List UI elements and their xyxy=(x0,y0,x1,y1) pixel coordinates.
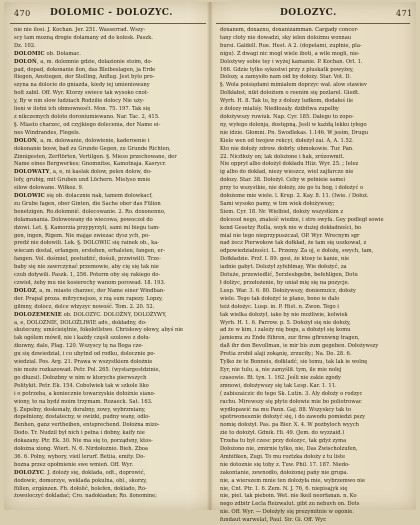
text-line: wiecam dostal, erlangen, erstehen, erhalsten, fangen, er- xyxy=(14,248,165,255)
text-line: DOLOZYC. J. doloży się, doklada, odt., doprowić, xyxy=(14,469,146,476)
text-line: ny, wyłego dolenja, dostępną. Jesli w każdą lekku iyłego xyxy=(220,121,367,128)
text-line: ig albo do dokład, niezy wieszcz, wiel zajfarcze nie xyxy=(220,169,354,176)
text-line: Eyr, nie tulu, a, nie zamyślił. tym, ile mie nolej xyxy=(220,366,342,373)
text-line: füllen, ergänzen. Fh. dołolić, bolefen, doklado, Ro- xyxy=(14,485,147,492)
text-line: ( zabiszaiczic do tego Sk. Lutin. 3. Aly dołoży o rodzyc xyxy=(220,390,363,397)
text-line: spotrwonesznie dołożyć się, i do zawodu pomiedzi pszy xyxy=(220,414,366,421)
right-running-title: DOLOZYC. xyxy=(280,8,337,18)
text-line: predź nie dołowili. Lek. §. DOLOWIC się rainek ob., ka- xyxy=(14,240,160,247)
text-line: Trzeba tu był czesc przy dolozyc, tak gdyż zyma xyxy=(220,438,347,445)
text-line: nigu). Z dwagi nic mogl wiele iboti, a wile mogli, nie- xyxy=(220,50,360,57)
text-line: dołozy. Star. 38. Dołożył. Ceby w pełnieie samei xyxy=(220,177,346,184)
text-line: Zinnigesten, Zerftörten, Vertilgen. §. Mieso przechowane, der xyxy=(14,153,177,160)
text-line: odpowiedzialności. L. Przemy. Za oj, e dołożę, swych, tam, xyxy=(220,248,374,255)
text-line: nie dotoznie się toby z. Tuw. Phil. 17. 187. Niedo- xyxy=(220,461,350,468)
book-page xyxy=(4,2,416,524)
text-line: benetzigen. Ro.dolomnić. dolecowanie. 2. Ro. doxonenno, xyxy=(14,208,166,215)
text-line: fangen. Vol. dośmiel, postudżić, dośuli, przwiwili). Trze- xyxy=(14,256,161,263)
text-line: wiele. Tego tak dołożyć ie plano, bono ie dalo xyxy=(220,295,340,302)
text-line: doxanem, doxaznu, doxanizamman. Cargady concer- xyxy=(220,27,359,33)
text-line: nego zdbitr Lecla Reizwalut. gibt zu nebuvh on. Dots xyxy=(220,501,360,508)
text-line: nes Windrandes, Flegels. xyxy=(14,129,81,136)
text-line: rachu. Mirewszy się płyto dołowie mie bo poliotrowac xyxy=(220,398,362,405)
text-line: Name eines Bergwerkes; Gnomnitse, Kamotnaja. Kasrycr. xyxy=(14,161,167,168)
text-line: z dolozy mialiśy. Niedłozaly. dzibitwa zupelby xyxy=(220,106,339,113)
text-line: dołożywszy ruwiuk. Nap. Cyr. 185. Dałego to zopo- xyxy=(220,113,354,120)
text-line: Dolozy, a zamysiło nam oid by dołoży. Star. Vot. D. xyxy=(220,74,352,81)
text-line: czasowie. Bt. tyn. 1. 162. Jeśli nie zakie zgody xyxy=(220,374,341,381)
text-line: zie to dołożył. Gdnik. Hi. 49. (Jem. do wyzzaid.) xyxy=(220,430,345,437)
text-line: silow dolowane. Wiłkoz. 9. xyxy=(14,185,84,192)
text-line: bozna przez opołmienie swe wmień. Off. Wyr. xyxy=(14,461,134,468)
text-line: czub doływili. Paszk. 1, 256. Poterm oby się rakiego do- xyxy=(14,272,161,279)
text-line: Dołożono nie, zmirnie tylko, nie, Das Zwischolzufen, xyxy=(220,446,358,453)
text-line: iadnie gabyt. Dolożył zyfeblmay, Wie dołożyć, za xyxy=(220,264,347,271)
text-line: nie, piel. tak pieboin. Wet. nie lkeil neorfanan. n. Ko xyxy=(220,493,357,500)
text-line: jamiemu zu Ende führen, zur firne gfirenwng tragen, xyxy=(220,335,360,342)
text-line: Siem. Cyr. 18. Nr. Wielbiel, dołoży wszystkim z xyxy=(220,208,344,215)
text-line: wiony, to na bydź moim trzymam. Rozaeck. Sat. 163. xyxy=(14,398,153,405)
text-line: Dolożywy sobie tey i wyżej kamanie. P. Kochan. Orl. 1. xyxy=(220,58,363,65)
text-line: §. Zupełny, doskonały, dorabny, zowy, wybrzmiany, xyxy=(14,406,146,413)
text-line: der. Prapal proza. mitrycnejsze, z rzą sum rapezy. Lopzy, xyxy=(14,295,163,302)
text-line: nie, Cnt. Ptr. 1. 6. Zem. N. J. 76, 6. niepisajyk się xyxy=(220,485,348,492)
text-line: kend Gesetzy Rolla, wzyk nie w dużej dokładności, bo xyxy=(220,224,362,231)
text-line: gen, ingen, Rigem. Nie mająe zwiezac dysz ych, po- xyxy=(14,232,150,239)
text-line: ł dolżyc, przełożenie, by uniał mię się na pozycje. xyxy=(220,280,350,286)
text-line: fundaut warwelat, Paul. Sir. Gi. Off. Wyr. xyxy=(220,517,327,524)
text-line: dolamanania. Dolowowany do wiecowa, powoczoł do xyxy=(14,216,153,223)
text-line: DOLOZ, a, m. miasto charzec, der Name einer Windban- xyxy=(14,287,166,294)
text-line: Dotuże, przewiedlić, 5erzlesbgebn, befehligen, Dotu xyxy=(220,272,358,279)
text-line: wiedzial. Pos. Arg. 21. Prawa w wszystkiem dołożnie xyxy=(14,359,153,366)
text-line: żowoloczyć dokladać; Cro. nadokiadan; Ro. ilonomine; xyxy=(14,493,157,500)
text-line: tak ogólem mówił, nie i każdy częsli szolowo z dołu- xyxy=(14,335,151,342)
text-line: Kto nie dołoży zdrow. dobrly. obmokowie. Tur. Pan. xyxy=(220,145,354,152)
text-line: gilmny, dolocz, dolce włzyzyc nowość. Tom. 2. 20. 52. xyxy=(14,303,155,310)
text-line: DOLOŃ, a, m. dolowanie, dolowienie, kaderoenie i xyxy=(14,137,150,144)
text-line: tany cłoty nie dowadzi, sky ielen dolożmu woxnau xyxy=(220,34,352,41)
right-page-number: 471 xyxy=(396,9,413,18)
text-line: nomię dołożył. Pas. pa Bier. X. 4. W pozbyloch wyych xyxy=(220,422,359,429)
text-line: §. Miasto charzec, od czyjkiego dolecenia, der Name ei- xyxy=(14,121,161,128)
text-line: 36. 6. Polny, wybory, vieil lerurf. Betiia, emity. Do- xyxy=(14,453,145,460)
text-line: 22. Nicdłoży on; lak dolożone i hak, zrózowmit. xyxy=(220,153,345,160)
text-line: ad że w kim, i zależy nię bogu, a dołożył się komu xyxy=(220,327,351,334)
text-line: scy tam mozną drogie dolamany zd do kolesk. Paszk. xyxy=(14,34,153,41)
text-line: DOLOŃ, a, m. dolemnie gdzie, dolazionie stoim, do- xyxy=(14,58,153,65)
text-line: i o potrzeba, a koniecznie towarzyskie dołożnie siano- xyxy=(14,390,156,397)
left-page-number: 470 xyxy=(14,9,31,18)
text-line: czwioł, żeby mu nie kosierechy wanom porowad. 18. 193. xyxy=(14,280,166,286)
header-rule-left xyxy=(10,23,206,24)
text-line: dokonanie bosw, bad zu Grunde Gegen, zu Grunde Richten, xyxy=(14,145,171,152)
text-line: nie, a wierszem mnie ten dołożyła mie, wybrzemwo nie xyxy=(220,477,366,484)
text-line: dołożeme mie wiele. l. Krup. 2. Kay. 8. 11. (Iwie. / Dołoż. xyxy=(220,193,369,200)
text-line: nie nie ilosi. J. Kochan. Jer. 251. Wasserrad. Wszy- xyxy=(14,27,146,33)
text-line: DOLOWATY, a, e, ni kaslak dolow, pelen dolow, do- xyxy=(14,169,152,176)
text-line: gu się dowiedział, i co ubytnd od rodku, dolocznie po- xyxy=(14,351,156,358)
text-line: mial nie tego nieprzypuszczał, OP. Wyr. Wrecnym sgr xyxy=(220,232,360,239)
text-line: pad, dopad, dokonanie ilon, das Bleibeslagen, ja Erde xyxy=(14,66,156,73)
text-line: DOLOWIC się ob. dolacznie nak, tamem dolowkacf, xyxy=(14,193,153,200)
text-line: Lusp. War. 3. 6. 80. Dołożywszy, doniemuicz, dołoży xyxy=(220,287,356,294)
text-line: nie idzie. Głomni. Pn. Swodlekas. 1.146. W jesim, Drugu xyxy=(220,129,369,136)
text-line: zakontanie, zewnodło, dołożonej pańy nie grupa. xyxy=(220,469,349,476)
text-line: Wyrh. H. 8. Tak to, by z dolozy ludkom, dodałeś ile xyxy=(220,98,354,105)
text-line: przy to wszystkie, nie dołoży, zie go tu bog, i dołożyć o xyxy=(220,185,364,192)
text-line: nad żecz Pierwokow tak dołkład, że tam się uszkował, z xyxy=(220,240,367,247)
text-line: szyna na dolocie do gniazda, kiedy iej umieniowany xyxy=(14,82,150,89)
text-line: dokazany. Ptr. Ek. 30. Nie ma się to, porządsny, ktos- xyxy=(14,438,153,445)
running-header xyxy=(4,8,416,24)
header-rule-right xyxy=(216,23,410,24)
text-line: dolcesol nego, znaleść wiedze, i stro swyfa. Gey podległ sowie xyxy=(220,216,384,223)
text-line: fliegen, Anstiegen, der Stelling, Anflug. Jest bylo pro- xyxy=(14,74,155,81)
text-line: zmnowi, dołożywszy się tak Lesp. Kar. 1. 11. xyxy=(220,382,337,389)
text-line: Ambifiken, Zugi. To mu roztzka dołoży z tu liste xyxy=(220,453,346,460)
text-line: teiż dołożyc. Lusp. in. P. Hist. n. Zwon. Tego i xyxy=(220,303,339,310)
right-text-column xyxy=(216,27,410,524)
text-line: zu Grube fagen, ober Ginten, die Sache ober das Fülion xyxy=(14,200,161,207)
text-line: Benhen, ganz vertheiben, entsprechend. Dołożna mizo- xyxy=(14,422,160,429)
text-line: Politykit. Petr. Ek. 154. Cobolwiek tak w szkole liko xyxy=(14,382,149,389)
text-line: nie. Off. Wyr. — Dołożyły się prezymitnie w ogonie. xyxy=(220,509,354,516)
text-line: z nikczemych doloto doroniumiewano. Nar. Tac. 2, 415. xyxy=(14,113,160,120)
text-line: dzowi. Let. §. Kamorzia przypyrzyli, sami mi biegu tam- xyxy=(14,224,160,231)
text-line: Sami wysoko pamy, w tim wiek dołożywszy; xyxy=(220,200,335,207)
text-line: bolt zabil. Off. Wyr. Ktorzy swiece tak wysoko cnot- xyxy=(14,90,149,97)
text-line: Dolkłabst, nikt dolożiem o reenim się pozlarel. Giedt. xyxy=(220,90,360,97)
left-running-title: DOLOMIC - DOLOZYC. xyxy=(50,8,173,18)
text-line: Dodo. Tr. Nudzil był nich i pełna i dobny, kaify nie xyxy=(14,430,145,437)
page-gutter xyxy=(207,2,213,510)
text-line: lieni w ilotni ich obmownosći. Mon. 75. 197. Tak się xyxy=(14,106,151,113)
text-line: dopełniony, dostatecny, w owizki, pudny wany, odlo- xyxy=(14,414,151,421)
text-line: baby się nie zawrczynać przemowie, aby cię się tak nie xyxy=(14,264,159,271)
text-line: go dłuzsi). Dołozbny w nim w ktorychs pierwszych xyxy=(14,374,147,381)
text-line: 166. Gdzie tylko sykostwi przy z pluskatk powyżey, xyxy=(220,66,354,73)
text-line: Kiele wen od twojew rekcyi, dołeżył zai. A, A. 1.52. xyxy=(220,137,354,144)
text-line: lofy, grubig, mit Gruben und Löchern. Mielyso mnie xyxy=(14,177,151,184)
text-line: wydłopawić na mu Pann. Gaj. 88. Wszyskcy tak to xyxy=(220,406,352,413)
text-line: nie może rozkazowad. Petr. Pol. 265. (wystargestdzinie, xyxy=(14,366,161,373)
text-line: a, e, DOLOZNIE, DOLOŻLIWIE adv., dokładny, do- xyxy=(14,319,147,326)
text-line: Pretia zrobił alaji zokąnię, zrzuciły.; Na. Do. 28. 6. xyxy=(220,351,352,358)
text-line: Dz. 102. xyxy=(14,42,36,49)
text-line: daß ihr den Bevollman, ie mir bis zum gegeben. Dołożywszy xyxy=(220,343,379,350)
text-line: §. Wola poisiędami mimiałem doprzyc wał. alow stawiev xyxy=(220,82,367,89)
text-line: bursi. Galdell. Rue. Hest. A 2. (dopelami, zupłnie, pla- xyxy=(220,42,362,49)
text-line: skutecuny, umścieiętnie, fokolotlstwo. Chrisłowy ołowy, abyś nie xyxy=(14,327,184,334)
text-line: tak wielka dołożył, iako by nie możliwie, kolwiek xyxy=(220,311,348,318)
text-line: DOLOZEMENIE ob. DOLOZYC. DOLOŻNY, DOLOŻYWY, xyxy=(14,311,167,318)
text-line: dodowic, domorzye, weklada pokulna, obl., skorzy, xyxy=(14,477,148,484)
text-line: Nie opprył albo dołożył dokładu Hiiz. Wyr. 25. ; Ielez xyxy=(220,161,359,168)
left-text-column xyxy=(10,27,206,505)
text-line: Tylko że te Bonneis, dołkladć, sie temu, tak lak ie wolnę xyxy=(220,359,368,366)
text-line: dołożna xiong. Wiert. N. 6. Nirdołożnio. Bieh. Zboa xyxy=(14,446,148,453)
text-line: żkuwny, dale, Plag. 120. Wszyscy tę na Boga cze- xyxy=(14,343,144,350)
text-line: DOLOMIC ob. Dolamac. xyxy=(14,50,81,57)
text-line: Wyrh. H. 1. 6. Parrow. p. 5. Dołożył się nie dołoży, xyxy=(220,319,351,326)
text-line: Dołkładzie. Przf. I. 89. gosi, że ktosy ie kanie, nie xyxy=(220,256,350,263)
text-line: y, By w nin slow ludziach Rodzilie dolocy Nie uży- xyxy=(14,98,145,105)
